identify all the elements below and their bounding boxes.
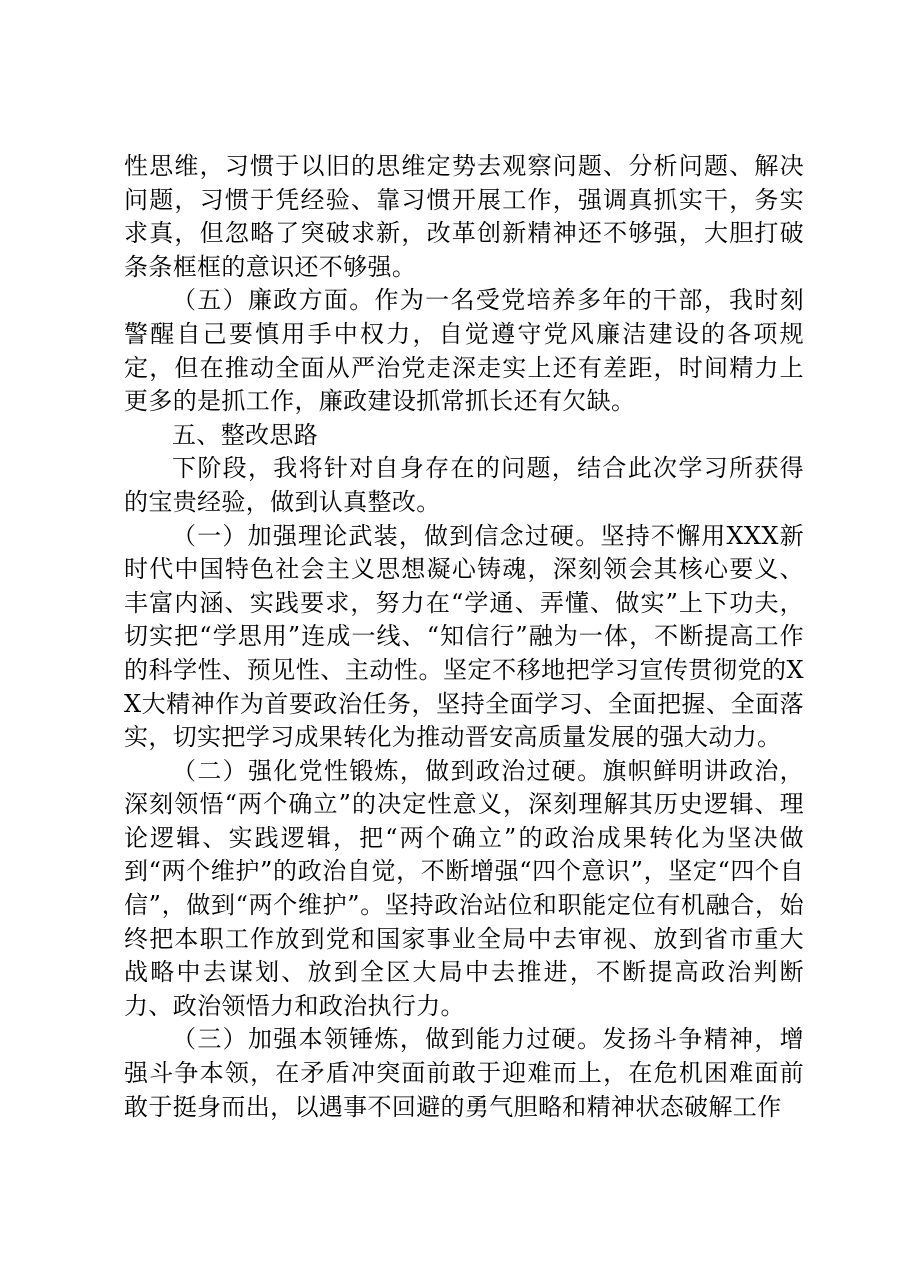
document-body xyxy=(124,150,804,1124)
paragraph-ability: （三）加强本领锤炼，做到能力过硬。发扬斗争精神，增强斗争本领，在矛盾冲突面前敢于迎难而上，在危机困难面前敢于挺身而出，以遇事不回避的勇气胆略和精神状态破解工作 xyxy=(124,1025,804,1121)
paragraph-next-stage: 下阶段，我将针对自身存在的问题，结合此次学习所获得的宝贵经验，做到认真整改。 xyxy=(124,454,804,516)
paragraph-thinking-continuation: 性思维，习惯于以旧的思维定势去观察问题、分析问题、解决问题，习惯于凭经验、靠习惯开展工作，强调真抓实干，务实求真，但忽略了突破求新，改革创新精神还不够强，大胆打破条条框框的意识还不够强。 xyxy=(124,152,804,281)
paragraph-theory: （一）加强理论武装，做到信念过硬。坚持不懈用XXX新时代中国特色社会主义思想凝心铸魂，深刻领会其核心要义、丰富内涵、实践要求，努力在“学通、弄懂、做实”上下功夫，切实把“学思用”连成一线、“知信行”融为一体，不断提高工作的科学性、预见性、主动性。坚定不移地把学习宣传贯彻党的XX大精神作为首要政治任务，坚持全面学习、全面把握、全面落实，切实把学习成果转化为推动晋安高质量发展的强大动力。 xyxy=(124,521,804,752)
paragraph-party-spirit: （二）强化党性锻炼，做到政治过硬。旗帜鲜明讲政治，深刻领悟“两个确立”的决定性意义，深刻理解其历史逻辑、理论逻辑、实践逻辑，把“两个确立”的政治成果转化为坚决做到“两个维护”的政治自觉，不断增强“四个意识”，坚定“四个自信”，做到“两个维护”。坚持政治站位和职能定位有机融合，始终把本职工作放到党和国家事业全局中去审视、放到省市重大战略中去谋划、放到全区大局中去推进，不断提高政治判断力、政治领悟力和政治执行力。 xyxy=(124,756,804,1020)
paragraph-integrity: （五）廉政方面。作为一名受党培养多年的干部，我时刻警醒自己要慎用手中权力，自觉遵守党风廉洁建设的各项规定，但在推动全面从严治党走深走实上还有差距，时间精力上更多的是抓工作，廉政建设抓常抓长还有欠缺。 xyxy=(124,286,804,416)
section-heading-rectification: 五、整改思路 xyxy=(172,420,319,449)
